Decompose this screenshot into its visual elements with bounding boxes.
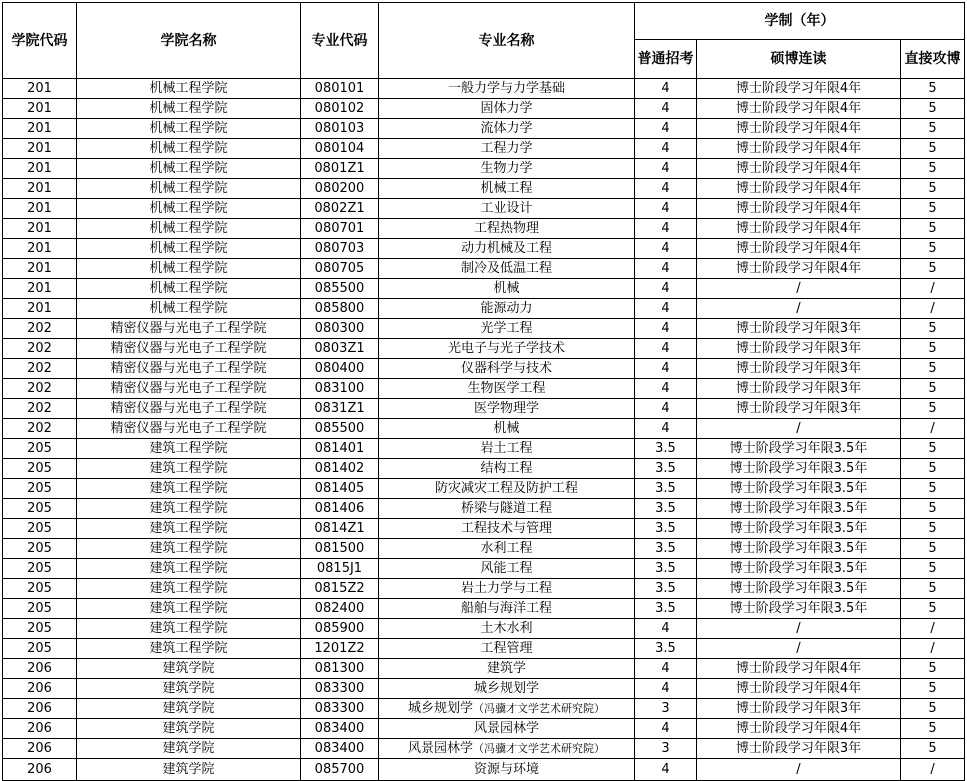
- major-name-cell: 生物力学: [379, 159, 635, 179]
- table-row: [3, 319, 965, 339]
- major-code-cell: 081401: [301, 439, 379, 459]
- major-code-cell: 085500: [301, 279, 379, 299]
- direct-phd-duration-cell: 5: [901, 339, 965, 359]
- master-phd-duration-cell: 博士阶段学习年限3.5年: [697, 439, 901, 459]
- regular-duration-cell: 3.5: [635, 479, 697, 499]
- master-phd-duration-cell: 博士阶段学习年限4年: [697, 179, 901, 199]
- direct-phd-duration-cell: 5: [901, 139, 965, 159]
- direct-phd-duration-cell: 5: [901, 79, 965, 99]
- major-name: 城乡规划学: [407, 701, 473, 716]
- college-name-cell: 建筑学院: [77, 659, 301, 679]
- college-code-cell: 205: [3, 599, 77, 619]
- major-code-cell: 1201Z2: [301, 639, 379, 659]
- college-name-cell: 机械工程学院: [77, 179, 301, 199]
- master-phd-duration-cell: 博士阶段学习年限4年: [697, 719, 901, 739]
- college-name-cell: 精密仪器与光电子工程学院: [77, 339, 301, 359]
- major-code-cell: 080705: [301, 259, 379, 279]
- major-name-cell: 岩土力学与工程: [379, 579, 635, 599]
- master-phd-duration-cell: 博士阶段学习年限4年: [697, 659, 901, 679]
- college-code-cell: 201: [3, 99, 77, 119]
- major-name-cell: 动力机械及工程: [379, 239, 635, 259]
- major-name-cell: 工程技术与管理: [379, 519, 635, 539]
- direct-phd-duration-cell: /: [901, 299, 965, 319]
- college-code-cell: 205: [3, 519, 77, 539]
- major-code-cell: 080400: [301, 359, 379, 379]
- college-code-cell: 201: [3, 279, 77, 299]
- major-code-cell: 082400: [301, 599, 379, 619]
- college-name-cell: 精密仪器与光电子工程学院: [77, 319, 301, 339]
- college-name-cell: 建筑学院: [77, 679, 301, 699]
- master-phd-duration-cell: 博士阶段学习年限3年: [697, 379, 901, 399]
- program-duration-table: [2, 2, 965, 781]
- college-name-cell: 建筑学院: [77, 699, 301, 719]
- table-row: [3, 539, 965, 559]
- college-name-cell: 建筑工程学院: [77, 539, 301, 559]
- table-row: [3, 699, 965, 719]
- direct-phd-duration-cell: /: [901, 639, 965, 659]
- regular-duration-cell: 4: [635, 359, 697, 379]
- college-name-cell: 建筑学院: [77, 759, 301, 781]
- college-code-cell: 206: [3, 679, 77, 699]
- table-row: [3, 339, 965, 359]
- major-name-cell: [379, 699, 635, 719]
- table-row: [3, 259, 965, 279]
- regular-duration-cell: 3.5: [635, 499, 697, 519]
- major-code-cell: 080703: [301, 239, 379, 259]
- major-code-cell: 081500: [301, 539, 379, 559]
- regular-duration-cell: 4: [635, 419, 697, 439]
- master-phd-duration-cell: 博士阶段学习年限3年: [697, 339, 901, 359]
- major-name-cell: 流体力学: [379, 119, 635, 139]
- college-name-cell: 机械工程学院: [77, 199, 301, 219]
- college-name-cell: 机械工程学院: [77, 239, 301, 259]
- table-row: [3, 439, 965, 459]
- master-phd-duration-cell: 博士阶段学习年限4年: [697, 159, 901, 179]
- regular-duration-cell: 4: [635, 299, 697, 319]
- college-name-cell: 机械工程学院: [77, 299, 301, 319]
- table-row: [3, 419, 965, 439]
- major-code-cell: 080300: [301, 319, 379, 339]
- table-row: [3, 299, 965, 319]
- master-phd-duration-cell: /: [697, 419, 901, 439]
- college-name-cell: 建筑学院: [77, 739, 301, 759]
- regular-duration-cell: 4: [635, 239, 697, 259]
- header-major-code: 专业代码: [301, 3, 379, 79]
- major-name-cell: 机械工程: [379, 179, 635, 199]
- college-code-cell: 202: [3, 419, 77, 439]
- college-code-cell: 205: [3, 439, 77, 459]
- direct-phd-duration-cell: 5: [901, 559, 965, 579]
- major-code-cell: 0814Z1: [301, 519, 379, 539]
- table-row: [3, 359, 965, 379]
- direct-phd-duration-cell: /: [901, 619, 965, 639]
- major-code-cell: 085900: [301, 619, 379, 639]
- college-name-cell: 机械工程学院: [77, 159, 301, 179]
- major-name-cell: 医学物理学: [379, 399, 635, 419]
- master-phd-duration-cell: 博士阶段学习年限4年: [697, 119, 901, 139]
- table-row: [3, 659, 965, 679]
- direct-phd-duration-cell: 5: [901, 719, 965, 739]
- direct-phd-duration-cell: 5: [901, 579, 965, 599]
- major-name-cell: 结构工程: [379, 459, 635, 479]
- direct-phd-duration-cell: 5: [901, 519, 965, 539]
- direct-phd-duration-cell: 5: [901, 679, 965, 699]
- master-phd-duration-cell: /: [697, 639, 901, 659]
- regular-duration-cell: 4: [635, 679, 697, 699]
- direct-phd-duration-cell: 5: [901, 239, 965, 259]
- college-code-cell: 201: [3, 259, 77, 279]
- master-phd-duration-cell: 博士阶段学习年限4年: [697, 99, 901, 119]
- table-row: [3, 479, 965, 499]
- college-name-cell: 建筑工程学院: [77, 499, 301, 519]
- college-name-cell: 机械工程学院: [77, 279, 301, 299]
- college-name-cell: 精密仪器与光电子工程学院: [77, 399, 301, 419]
- college-code-cell: 201: [3, 179, 77, 199]
- table-row: [3, 179, 965, 199]
- regular-duration-cell: 4: [635, 619, 697, 639]
- college-code-cell: 202: [3, 399, 77, 419]
- major-code-cell: 0803Z1: [301, 339, 379, 359]
- major-name-cell: 生物医学工程: [379, 379, 635, 399]
- direct-phd-duration-cell: 5: [901, 259, 965, 279]
- major-code-cell: 085800: [301, 299, 379, 319]
- college-code-cell: 205: [3, 459, 77, 479]
- major-code-cell: 080104: [301, 139, 379, 159]
- regular-duration-cell: 4: [635, 139, 697, 159]
- table-header: [3, 3, 965, 79]
- master-phd-duration-cell: 博士阶段学习年限3年: [697, 699, 901, 719]
- regular-duration-cell: 3.5: [635, 539, 697, 559]
- major-name-cell: 固体力学: [379, 99, 635, 119]
- table-row: [3, 119, 965, 139]
- major-name-cell: 工程力学: [379, 139, 635, 159]
- master-phd-duration-cell: 博士阶段学习年限4年: [697, 139, 901, 159]
- college-code-cell: 206: [3, 759, 77, 781]
- regular-duration-cell: 3: [635, 699, 697, 719]
- major-name-cell: 桥梁与隧道工程: [379, 499, 635, 519]
- header-major-name: 专业名称: [379, 3, 635, 79]
- header-regular: 普通招考: [635, 40, 697, 79]
- college-name-cell: 机械工程学院: [77, 99, 301, 119]
- regular-duration-cell: 3.5: [635, 579, 697, 599]
- college-name-cell: 精密仪器与光电子工程学院: [77, 359, 301, 379]
- direct-phd-duration-cell: 5: [901, 379, 965, 399]
- major-name-cell: 土木水利: [379, 619, 635, 639]
- college-code-cell: 205: [3, 539, 77, 559]
- major-name-cell: [379, 739, 635, 759]
- major-name-cell: 工业设计: [379, 199, 635, 219]
- regular-duration-cell: 4: [635, 319, 697, 339]
- college-code-cell: 201: [3, 79, 77, 99]
- direct-phd-duration-cell: 5: [901, 119, 965, 139]
- master-phd-duration-cell: 博士阶段学习年限3.5年: [697, 459, 901, 479]
- college-code-cell: 201: [3, 119, 77, 139]
- direct-phd-duration-cell: 5: [901, 599, 965, 619]
- direct-phd-duration-cell: 5: [901, 399, 965, 419]
- college-code-cell: 205: [3, 579, 77, 599]
- major-name-cell: 岩土工程: [379, 439, 635, 459]
- master-phd-duration-cell: 博士阶段学习年限4年: [697, 219, 901, 239]
- major-name-cell: 光电子与光子学技术: [379, 339, 635, 359]
- major-code-cell: 0815J1: [301, 559, 379, 579]
- college-code-cell: 201: [3, 239, 77, 259]
- master-phd-duration-cell: 博士阶段学习年限3.5年: [697, 599, 901, 619]
- college-name-cell: 建筑工程学院: [77, 479, 301, 499]
- major-code-cell: 080103: [301, 119, 379, 139]
- college-code-cell: 201: [3, 199, 77, 219]
- master-phd-duration-cell: 博士阶段学习年限3年: [697, 359, 901, 379]
- direct-phd-duration-cell: 5: [901, 539, 965, 559]
- major-code-cell: 0815Z2: [301, 579, 379, 599]
- college-name-cell: 精密仪器与光电子工程学院: [77, 419, 301, 439]
- major-code-cell: 080102: [301, 99, 379, 119]
- major-name-cell: 能源动力: [379, 299, 635, 319]
- master-phd-duration-cell: 博士阶段学习年限4年: [697, 79, 901, 99]
- major-name-cell: 城乡规划学: [379, 679, 635, 699]
- college-name-cell: 建筑工程学院: [77, 579, 301, 599]
- regular-duration-cell: 4: [635, 659, 697, 679]
- direct-phd-duration-cell: 5: [901, 359, 965, 379]
- direct-phd-duration-cell: 5: [901, 459, 965, 479]
- major-name-cell: 防灾减灾工程及防护工程: [379, 479, 635, 499]
- major-code-cell: 083300: [301, 679, 379, 699]
- major-code-cell: 0801Z1: [301, 159, 379, 179]
- table-row: [3, 239, 965, 259]
- major-name-cell: 工程管理: [379, 639, 635, 659]
- college-code-cell: 206: [3, 699, 77, 719]
- college-code-cell: 201: [3, 139, 77, 159]
- major-name-cell: 风景园林学: [379, 719, 635, 739]
- master-phd-duration-cell: 博士阶段学习年限3.5年: [697, 479, 901, 499]
- table-row: [3, 79, 965, 99]
- major-code-cell: 0831Z1: [301, 399, 379, 419]
- master-phd-duration-cell: /: [697, 619, 901, 639]
- table-row: [3, 559, 965, 579]
- header-college-code: 学院代码: [3, 3, 77, 79]
- college-code-cell: 202: [3, 359, 77, 379]
- direct-phd-duration-cell: 5: [901, 179, 965, 199]
- master-phd-duration-cell: 博士阶段学习年限4年: [697, 259, 901, 279]
- major-code-cell: 080701: [301, 219, 379, 239]
- college-code-cell: 205: [3, 479, 77, 499]
- regular-duration-cell: 4: [635, 399, 697, 419]
- master-phd-duration-cell: 博士阶段学习年限3.5年: [697, 519, 901, 539]
- regular-duration-cell: 4: [635, 159, 697, 179]
- direct-phd-duration-cell: /: [901, 419, 965, 439]
- table-row: [3, 379, 965, 399]
- major-code-cell: 083400: [301, 739, 379, 759]
- college-code-cell: 202: [3, 319, 77, 339]
- regular-duration-cell: 4: [635, 259, 697, 279]
- master-phd-duration-cell: /: [697, 759, 901, 781]
- college-code-cell: 202: [3, 339, 77, 359]
- college-code-cell: 205: [3, 499, 77, 519]
- major-code-cell: 081402: [301, 459, 379, 479]
- header-college-name: 学院名称: [77, 3, 301, 79]
- major-code-cell: 080101: [301, 79, 379, 99]
- master-phd-duration-cell: /: [697, 299, 901, 319]
- regular-duration-cell: 3.5: [635, 519, 697, 539]
- master-phd-duration-cell: 博士阶段学习年限4年: [697, 239, 901, 259]
- college-code-cell: 205: [3, 619, 77, 639]
- regular-duration-cell: 3.5: [635, 559, 697, 579]
- college-code-cell: 206: [3, 739, 77, 759]
- direct-phd-duration-cell: 5: [901, 199, 965, 219]
- major-code-cell: 085700: [301, 759, 379, 781]
- regular-duration-cell: 4: [635, 219, 697, 239]
- regular-duration-cell: 3.5: [635, 639, 697, 659]
- college-code-cell: 201: [3, 299, 77, 319]
- college-name-cell: 建筑工程学院: [77, 559, 301, 579]
- regular-duration-cell: 4: [635, 199, 697, 219]
- table-row: [3, 759, 965, 781]
- college-name-cell: 建筑工程学院: [77, 519, 301, 539]
- major-code-cell: 083400: [301, 719, 379, 739]
- table-row: [3, 99, 965, 119]
- master-phd-duration-cell: 博士阶段学习年限4年: [697, 199, 901, 219]
- college-name-cell: 机械工程学院: [77, 119, 301, 139]
- direct-phd-duration-cell: 5: [901, 739, 965, 759]
- college-name-cell: 精密仪器与光电子工程学院: [77, 379, 301, 399]
- college-name-cell: 机械工程学院: [77, 219, 301, 239]
- table-row: [3, 399, 965, 419]
- major-note: （冯骥才文学艺术研究院）: [473, 742, 605, 755]
- major-code-cell: 083100: [301, 379, 379, 399]
- regular-duration-cell: 3.5: [635, 459, 697, 479]
- direct-phd-duration-cell: 5: [901, 159, 965, 179]
- college-code-cell: 201: [3, 159, 77, 179]
- table-row: [3, 499, 965, 519]
- master-phd-duration-cell: 博士阶段学习年限3年: [697, 739, 901, 759]
- major-note: （冯骥才文学艺术研究院）: [473, 702, 605, 715]
- major-name-cell: 风能工程: [379, 559, 635, 579]
- table-row: [3, 219, 965, 239]
- table-row: [3, 679, 965, 699]
- major-name-cell: 建筑学: [379, 659, 635, 679]
- table-row: [3, 459, 965, 479]
- table-row: [3, 519, 965, 539]
- regular-duration-cell: 4: [635, 279, 697, 299]
- major-name-cell: 机械: [379, 419, 635, 439]
- college-code-cell: 201: [3, 219, 77, 239]
- header-master-phd: 硕博连读: [697, 40, 901, 79]
- major-code-cell: 0802Z1: [301, 199, 379, 219]
- table-body: [3, 79, 965, 781]
- regular-duration-cell: 4: [635, 119, 697, 139]
- major-name-cell: 机械: [379, 279, 635, 299]
- header-direct-phd: 直接攻博: [901, 40, 965, 79]
- direct-phd-duration-cell: 5: [901, 319, 965, 339]
- master-phd-duration-cell: 博士阶段学习年限3年: [697, 319, 901, 339]
- master-phd-duration-cell: 博士阶段学习年限3.5年: [697, 579, 901, 599]
- header-duration: 学制（年）: [635, 3, 965, 40]
- direct-phd-duration-cell: 5: [901, 479, 965, 499]
- table-row: [3, 719, 965, 739]
- college-name-cell: 机械工程学院: [77, 259, 301, 279]
- table-row: [3, 599, 965, 619]
- master-phd-duration-cell: 博士阶段学习年限3.5年: [697, 559, 901, 579]
- regular-duration-cell: 3.5: [635, 439, 697, 459]
- regular-duration-cell: 4: [635, 759, 697, 781]
- major-code-cell: 081405: [301, 479, 379, 499]
- major-code-cell: 081406: [301, 499, 379, 519]
- table-row: [3, 139, 965, 159]
- regular-duration-cell: 3: [635, 739, 697, 759]
- major-name-cell: 工程热物理: [379, 219, 635, 239]
- college-name-cell: 建筑工程学院: [77, 439, 301, 459]
- college-code-cell: 206: [3, 659, 77, 679]
- direct-phd-duration-cell: 5: [901, 699, 965, 719]
- regular-duration-cell: 3.5: [635, 599, 697, 619]
- college-name-cell: 建筑工程学院: [77, 619, 301, 639]
- master-phd-duration-cell: 博士阶段学习年限4年: [697, 679, 901, 699]
- major-name-cell: 船舶与海洋工程: [379, 599, 635, 619]
- table-row: [3, 199, 965, 219]
- direct-phd-duration-cell: 5: [901, 499, 965, 519]
- major-name-cell: 制冷及低温工程: [379, 259, 635, 279]
- college-name-cell: 建筑学院: [77, 719, 301, 739]
- major-name-cell: 仪器科学与技术: [379, 359, 635, 379]
- major-code-cell: 083300: [301, 699, 379, 719]
- direct-phd-duration-cell: 5: [901, 99, 965, 119]
- major-name-cell: 光学工程: [379, 319, 635, 339]
- major-name-cell: 一般力学与力学基础: [379, 79, 635, 99]
- master-phd-duration-cell: 博士阶段学习年限3年: [697, 399, 901, 419]
- table-row: [3, 739, 965, 759]
- direct-phd-duration-cell: 5: [901, 659, 965, 679]
- table-row: [3, 579, 965, 599]
- master-phd-duration-cell: 博士阶段学习年限3.5年: [697, 499, 901, 519]
- college-code-cell: 206: [3, 719, 77, 739]
- master-phd-duration-cell: 博士阶段学习年限3.5年: [697, 539, 901, 559]
- table-row: [3, 279, 965, 299]
- direct-phd-duration-cell: /: [901, 759, 965, 781]
- direct-phd-duration-cell: /: [901, 279, 965, 299]
- major-name-cell: 水利工程: [379, 539, 635, 559]
- regular-duration-cell: 4: [635, 179, 697, 199]
- college-code-cell: 202: [3, 379, 77, 399]
- table-row: [3, 639, 965, 659]
- college-code-cell: 205: [3, 559, 77, 579]
- table-row: [3, 619, 965, 639]
- college-code-cell: 205: [3, 639, 77, 659]
- college-name-cell: 建筑工程学院: [77, 599, 301, 619]
- direct-phd-duration-cell: 5: [901, 219, 965, 239]
- major-code-cell: 080200: [301, 179, 379, 199]
- regular-duration-cell: 4: [635, 339, 697, 359]
- college-name-cell: 机械工程学院: [77, 139, 301, 159]
- regular-duration-cell: 4: [635, 379, 697, 399]
- regular-duration-cell: 4: [635, 719, 697, 739]
- table-row: [3, 159, 965, 179]
- major-name: 风景园林学: [407, 741, 473, 756]
- college-name-cell: 机械工程学院: [77, 79, 301, 99]
- college-name-cell: 建筑工程学院: [77, 639, 301, 659]
- direct-phd-duration-cell: 5: [901, 439, 965, 459]
- major-code-cell: 085500: [301, 419, 379, 439]
- major-code-cell: 081300: [301, 659, 379, 679]
- regular-duration-cell: 4: [635, 79, 697, 99]
- major-name-cell: 资源与环境: [379, 759, 635, 781]
- master-phd-duration-cell: /: [697, 279, 901, 299]
- college-name-cell: 建筑工程学院: [77, 459, 301, 479]
- regular-duration-cell: 4: [635, 99, 697, 119]
